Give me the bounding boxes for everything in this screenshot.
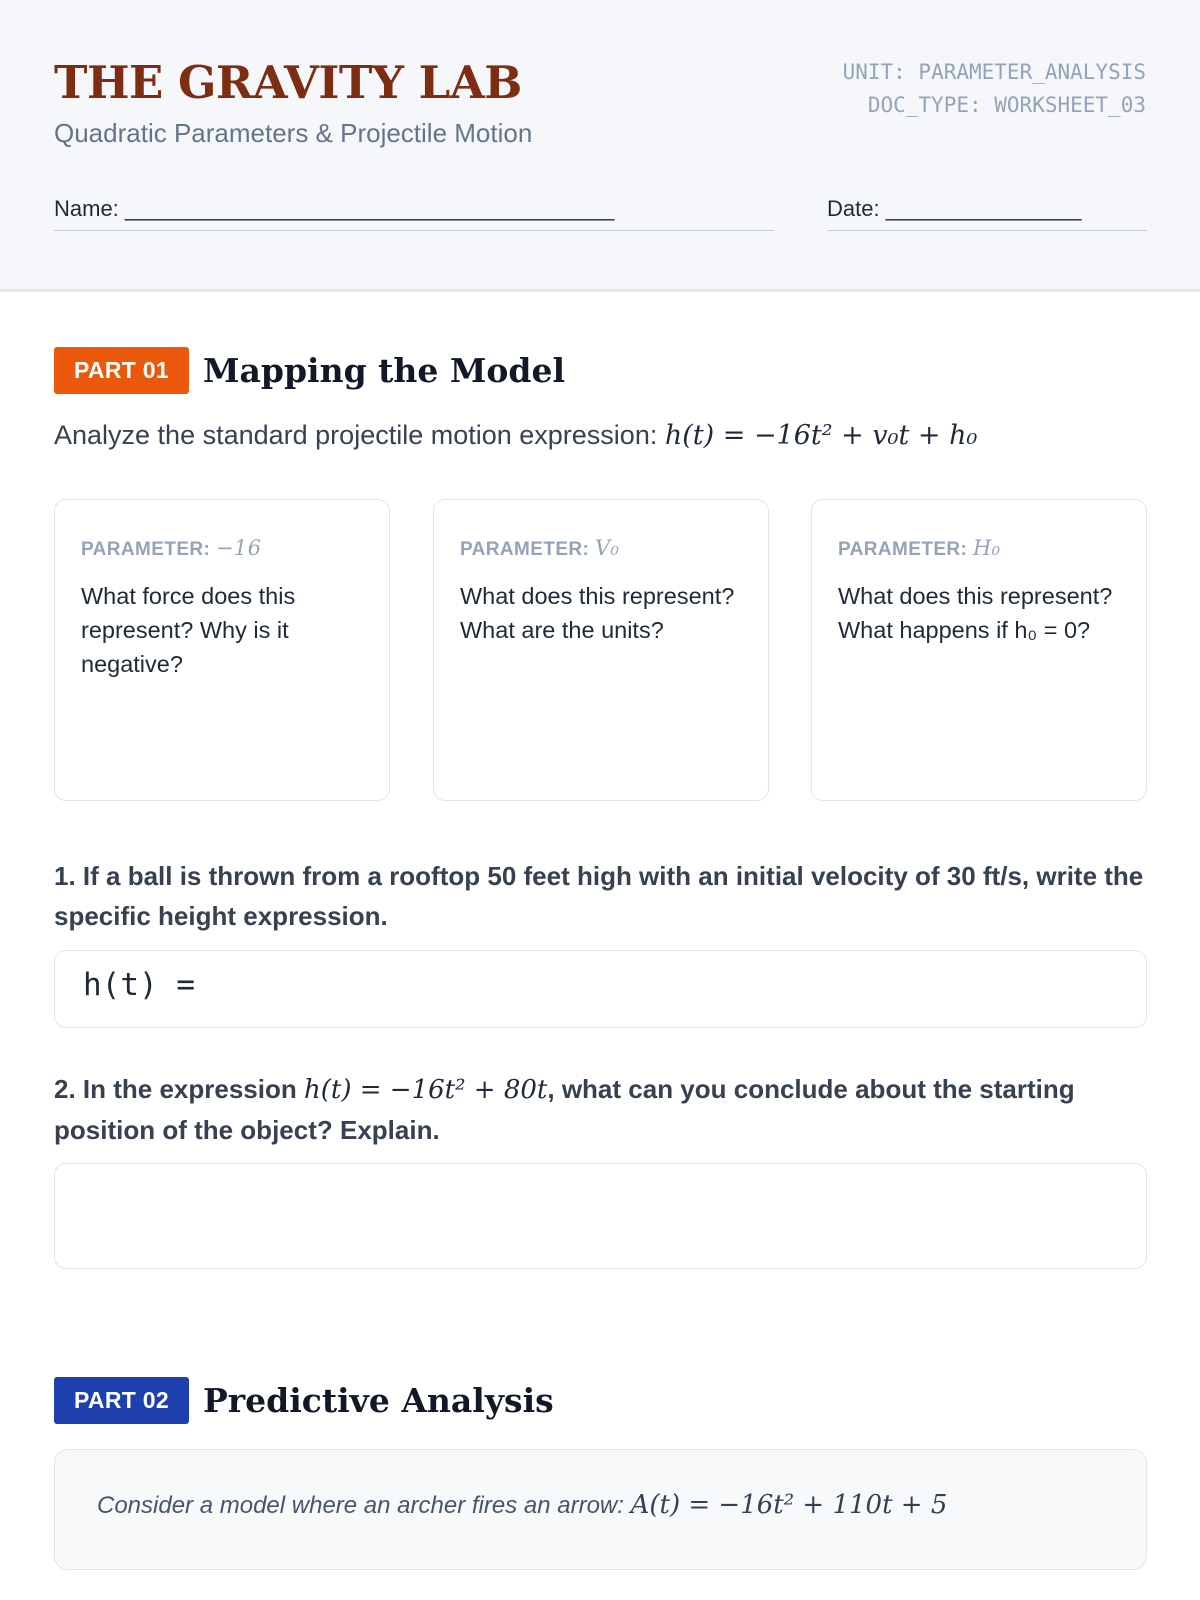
meta-doc-type: DOC_TYPE: WORKSHEET_03 [867, 93, 1146, 117]
answer-box-2[interactable] [54, 1163, 1147, 1269]
worksheet-header [0, 0, 1200, 292]
question-2: 2. In the expression h(t) = −16t² + 80t, what can you conclude about the starting position of the object? Explain. [54, 1074, 1075, 1145]
parameter-card-height [811, 499, 1147, 801]
part-01-heading [54, 347, 565, 394]
intro-text: Analyze the standard projectile motion expression: [54, 420, 665, 450]
parameter-card-gravity [54, 499, 390, 801]
answer-box-1[interactable] [54, 950, 1147, 1028]
parameter-card-velocity [433, 499, 769, 801]
card-question: What force does this represent? Why is it negative? [81, 583, 296, 677]
intro-expression: h(t) = −16t² + v₀t + h₀ [664, 420, 978, 451]
card-symbol: H₀ [972, 536, 1001, 560]
name-field[interactable]: Name: ________________________________________ [54, 196, 774, 231]
card-label: PARAMETER: H₀ [838, 536, 1001, 560]
part-02-title: Predictive Analysis [202, 1381, 554, 1420]
card-label: PARAMETER: −16 [81, 536, 262, 560]
card-question: What does this represent? What are the units? [460, 583, 735, 643]
scenario-expression: A(t) = −16t² + 110t + 5 [630, 1490, 948, 1520]
model-intro [54, 420, 977, 451]
part-02-badge: PART 02 [54, 1377, 189, 1424]
scenario-box [54, 1449, 1147, 1570]
question-2-expression: h(t) = −16t² + 80t [303, 1075, 548, 1105]
card-label: PARAMETER: V₀ [460, 536, 620, 560]
card-symbol: −16 [215, 536, 262, 560]
question-1: 1. If a ball is thrown from a rooftop 50 feet high with an initial velocity of 30 ft/s, write the specific height expression. [54, 861, 1144, 931]
card-symbol: V₀ [594, 536, 620, 560]
scenario-text: Consider a model where an archer fires an arrow: A(t) = −16t² + 110t + 5 [97, 1490, 948, 1520]
part-02-heading [54, 1377, 554, 1424]
document-meta [843, 56, 1146, 122]
date-field[interactable]: Date: ________________ [827, 196, 1147, 231]
part-01-title: Mapping the Model [202, 351, 566, 390]
worksheet-subtitle: Quadratic Parameters & Projectile Motion [54, 118, 533, 148]
answer-prefix: h(t) = [83, 967, 195, 1003]
card-question: What does this represent? What happens if h₀ = 0? [838, 583, 1113, 643]
meta-unit: UNIT: PARAMETER_ANALYSIS [842, 60, 1146, 84]
worksheet-title: THE GRAVITY LAB [54, 56, 522, 109]
part-01-badge: PART 01 [54, 347, 189, 394]
